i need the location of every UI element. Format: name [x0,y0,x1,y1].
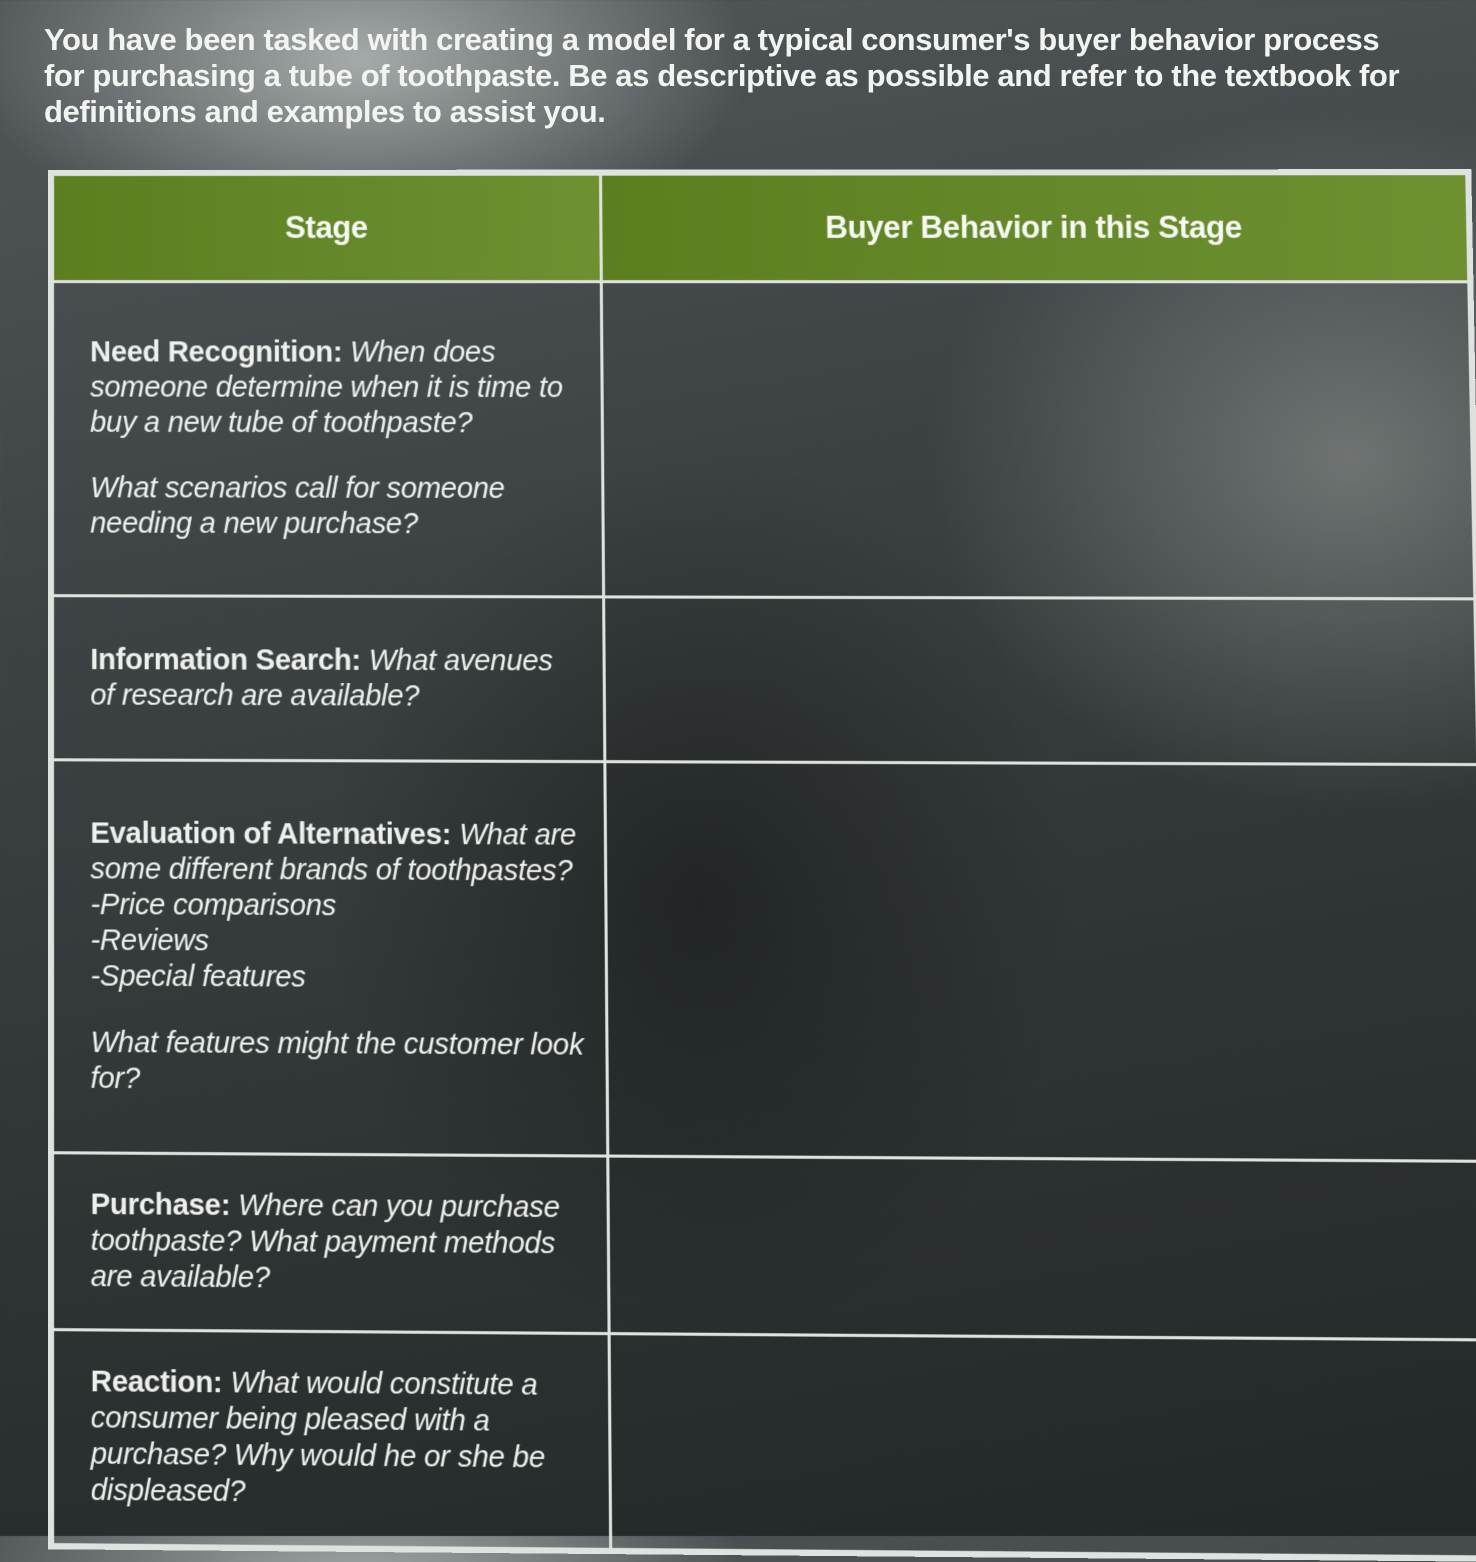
stage-label: Information Search: [90,643,361,677]
instructions-text: You have been tasked with creating a model for a typical consumer's buyer behavior process for purchasing a tube of toothpaste. Be as descriptive as possible and refer to the textbook for definitions and examples to assist you. [44,22,1400,129]
stage-question: When does someone determine when it is time to buy a new tube of toothpaste? [90,336,563,440]
stage-label: Reaction: [90,1365,223,1400]
evaluation-bullet-list [90,887,585,997]
list-item: -Price comparisons [90,888,337,922]
buyer-behavior-table [48,169,1476,1562]
stage-cell-information-search [53,596,606,762]
stage-question-followup: What scenarios call for someone needing a new purchase? [90,472,505,541]
answer-cell-purchase[interactable] [608,1156,1476,1340]
stage-cell-evaluation [53,760,609,1156]
table-row-need-recognition [53,282,1475,600]
answer-cell-information-search[interactable] [604,597,1476,765]
table-row-reaction [53,1329,1476,1557]
answer-cell-reaction[interactable] [609,1333,1476,1557]
stage-label: Need Recognition: [90,336,343,369]
stage-question-followup: What features might the customer look for? [90,1025,584,1095]
table-row-purchase [53,1152,1476,1339]
list-item: -Special features [90,959,306,994]
table-header-row [52,174,1468,282]
stage-cell-need-recognition [53,282,605,598]
table-row-evaluation-of-alternatives [53,760,1476,1161]
stage-question: What are some different brands of toothpastes? [90,818,577,888]
behavior-column-header: Buyer Behavior in this Stage [601,174,1469,282]
table-row-information-search [53,596,1476,765]
stage-question: Where can you purchase toothpaste? What payment methods are available? [90,1189,560,1295]
answer-cell-evaluation[interactable] [605,762,1476,1161]
stage-column-header: Stage [52,174,601,281]
answer-cell-need-recognition[interactable] [602,282,1475,599]
stage-question: What would constitute a consumer being pleased with a purchase? Why would he or she be displeased? [90,1366,546,1509]
stage-label: Purchase: [90,1188,231,1222]
stage-cell-purchase [53,1152,610,1333]
stage-label: Evaluation of Alternatives: [90,816,452,851]
list-item: -Reviews [90,923,209,958]
stage-question: What avenues of research are available? [90,644,553,713]
stage-cell-reaction [53,1329,612,1549]
